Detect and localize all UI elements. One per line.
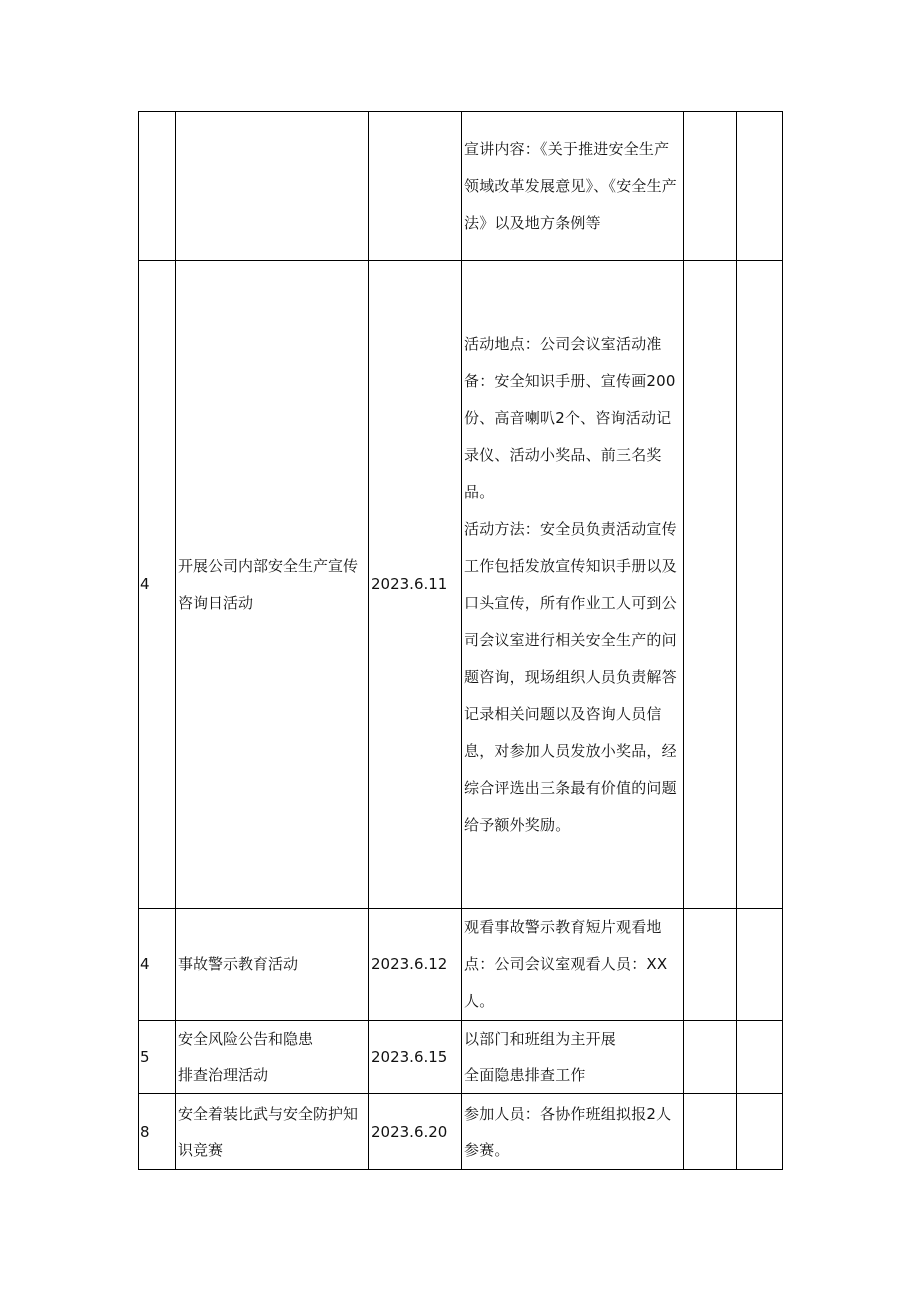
- activity-name-cell: [176, 261, 369, 909]
- activity-name-cell: [176, 1021, 369, 1094]
- content-cell: [462, 909, 684, 1021]
- date-cell: 2023.6.12: [369, 909, 462, 1021]
- row-number-cell: 5: [139, 1021, 176, 1094]
- blank-cell: [737, 1094, 783, 1170]
- activity-table: [138, 111, 783, 1170]
- content-text: 宣讲内容：《关于推进安全生产领域改革发展意见》、《安全生产法》以及地方条例等: [464, 139, 678, 232]
- table-row: [139, 1021, 783, 1094]
- blank-cell: [737, 112, 783, 261]
- content-cell: [462, 112, 684, 261]
- content-text: 以部门和班组为主开展: [464, 1030, 617, 1048]
- content-text: 活动方法：安全员负责活动宣传工作包括发放宣传知识手册以及口头宣传，所有作业工人可到公司会议室进行相关安全生产的问题咨询，现场组织人员负责解答记录相关问题以及咨询人员信息，对参加人员发放小奖品，经综合评选出三条最有价值的问题给予额外奖励。: [464, 519, 677, 834]
- table-row: [139, 1094, 783, 1170]
- blank-cell: [684, 1094, 737, 1170]
- row-number-cell: 4: [139, 909, 176, 1021]
- date-cell: [369, 112, 462, 261]
- table-row: [139, 112, 783, 261]
- table-row: [139, 261, 783, 909]
- row-number-cell: 8: [139, 1094, 176, 1170]
- content-text: 观看事故警示教育短片观看地点：公司会议室观看人员：XX人。: [464, 918, 668, 1010]
- row-number-cell: 4: [139, 261, 176, 909]
- date-cell: 2023.6.20: [369, 1094, 462, 1170]
- blank-cell: [737, 261, 783, 909]
- content-cell: [462, 1021, 684, 1094]
- activity-name-text: 安全风险公告和隐患: [178, 1030, 314, 1048]
- activity-name-text: 开展公司内部安全生产宣传咨询日活动: [178, 556, 359, 612]
- content-cell: [462, 1094, 684, 1170]
- row-number-cell: [139, 112, 176, 261]
- date-cell: 2023.6.15: [369, 1021, 462, 1094]
- activity-name-cell: [176, 909, 369, 1021]
- activity-name-text: 排查治理活动: [178, 1066, 269, 1084]
- content-cell: [462, 261, 684, 909]
- content-text: 全面隐患排查工作: [464, 1066, 586, 1084]
- date-cell: 2023.6.11: [369, 261, 462, 909]
- blank-cell: [737, 909, 783, 1021]
- blank-cell: [684, 909, 737, 1021]
- activity-name-cell: [176, 112, 369, 261]
- activity-name-text: 安全着装比武与安全防护知识竞赛: [178, 1104, 359, 1159]
- table-row: [139, 909, 783, 1021]
- activity-name-cell: [176, 1094, 369, 1170]
- content-text: 参加人员：各协作班组拟报2人参赛。: [464, 1104, 672, 1159]
- blank-cell: [684, 261, 737, 909]
- blank-cell: [684, 112, 737, 261]
- content-text: 活动地点：公司会议室活动准备：安全知识手册、宣传画200份、高音喇叭2个、咨询活动记录仪、活动小奖品、前三名奖品。: [464, 334, 676, 501]
- blank-cell: [737, 1021, 783, 1094]
- activity-name-text: 事故警示教育活动: [178, 955, 299, 973]
- blank-cell: [684, 1021, 737, 1094]
